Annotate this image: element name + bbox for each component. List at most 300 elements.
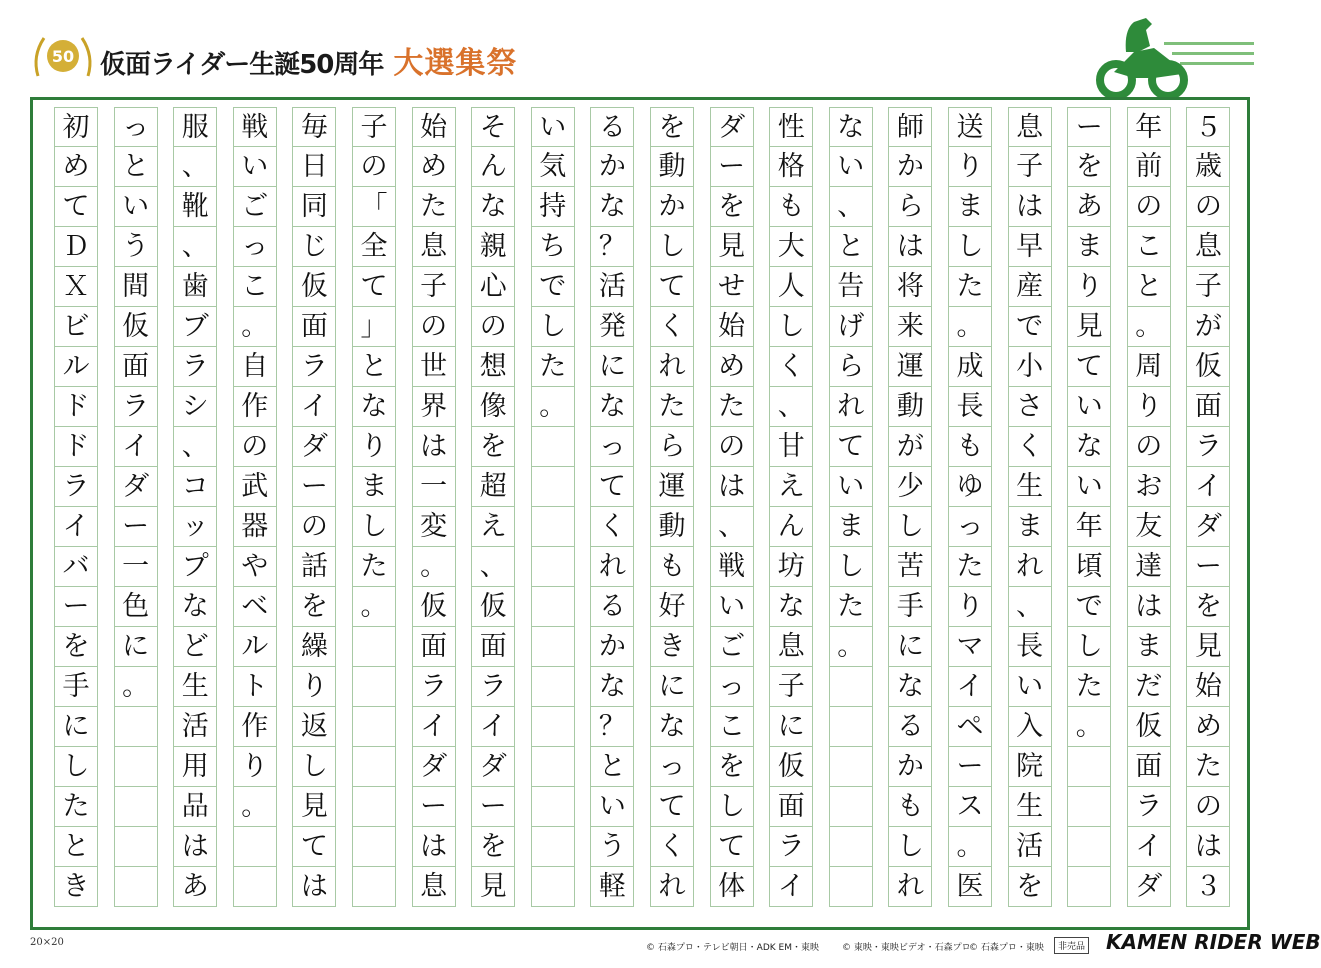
manuscript-cell: 周 [1127, 347, 1171, 387]
manuscript-column [1127, 107, 1171, 907]
manuscript-cell: だ [1127, 667, 1171, 707]
manuscript-cell: 服 [173, 107, 217, 147]
manuscript-cell: の [233, 427, 277, 467]
manuscript-column [1067, 107, 1111, 907]
manuscript-cell: て [590, 467, 634, 507]
manuscript-cell: ラ [769, 827, 813, 867]
manuscript-cell: 変 [412, 507, 456, 547]
manuscript-cell: 面 [1186, 387, 1230, 427]
manuscript-cell: た [1186, 747, 1230, 787]
manuscript-cell [829, 787, 873, 827]
manuscript-cell: 告 [829, 267, 873, 307]
manuscript-cell: ら [650, 427, 694, 467]
manuscript-cell: 仮 [412, 587, 456, 627]
manuscript-cell: の [1127, 427, 1171, 467]
manuscript-cell: 心 [471, 267, 515, 307]
manuscript-cell: 子 [412, 267, 456, 307]
manuscript-cell: っ [948, 507, 992, 547]
manuscript-cell: て [54, 187, 98, 227]
manuscript-cell: 生 [1008, 787, 1052, 827]
manuscript-cell: 戦 [710, 547, 754, 587]
manuscript-cell [531, 707, 575, 747]
manuscript-cell: 面 [769, 787, 813, 827]
manuscript-cell: に [769, 707, 813, 747]
manuscript-cell: り [292, 667, 336, 707]
manuscript-cell: は [1127, 587, 1171, 627]
manuscript-cell: い [1067, 387, 1111, 427]
manuscript-cell [829, 667, 873, 707]
manuscript-cell: め [54, 147, 98, 187]
manuscript-cell: し [292, 747, 336, 787]
manuscript-cell: し [948, 227, 992, 267]
manuscript-cell: く [769, 347, 813, 387]
manuscript-column [531, 107, 575, 907]
manuscript-cell: な [471, 187, 515, 227]
manuscript-column [650, 107, 694, 907]
manuscript-cell: っ [710, 667, 754, 707]
manuscript-cell [531, 467, 575, 507]
manuscript-cell: っ [233, 227, 277, 267]
manuscript-cell: ど [173, 627, 217, 667]
manuscript-cell: る [590, 587, 634, 627]
manuscript-cell: 像 [471, 387, 515, 427]
manuscript-cell: せ [710, 267, 754, 307]
manuscript-cell [829, 707, 873, 747]
manuscript-cell: 用 [173, 747, 217, 787]
manuscript-cell: し [650, 227, 694, 267]
manuscript-cell: 息 [769, 627, 813, 667]
manuscript-cell: 始 [412, 107, 456, 147]
manuscript-cell: ー [114, 507, 158, 547]
manuscript-cell: き [54, 867, 98, 907]
manuscript-cell: し [888, 827, 932, 867]
manuscript-cell: 仮 [114, 307, 158, 347]
manuscript-cell: ベ [233, 587, 277, 627]
manuscript-cell: な [352, 387, 396, 427]
title-main: 仮面ライダー生誕50周年 [100, 50, 384, 80]
manuscript-cell: を [1186, 587, 1230, 627]
anniversary-50th-logo-icon [30, 28, 96, 86]
manuscript-cell: い [1067, 467, 1111, 507]
manuscript-cell: ダ [292, 427, 336, 467]
manuscript-cell: ド [54, 427, 98, 467]
manuscript-cell: 動 [888, 387, 932, 427]
manuscript-cell: さ [1008, 387, 1052, 427]
manuscript-cell: て [710, 827, 754, 867]
manuscript-cell: な [829, 107, 873, 147]
manuscript-cell: 大 [769, 227, 813, 267]
manuscript-cell: て [1067, 347, 1111, 387]
manuscript-cell: い [1008, 667, 1052, 707]
manuscript-cell [352, 667, 396, 707]
manuscript-column [352, 107, 396, 907]
manuscript-column [1008, 107, 1052, 907]
manuscript-cell: り [948, 147, 992, 187]
manuscript-cell: マ [948, 627, 992, 667]
manuscript-cell: 長 [1008, 627, 1052, 667]
manuscript-cell: 仮 [471, 587, 515, 627]
manuscript-cell: が [888, 427, 932, 467]
kamen-rider-web-logo: KAMEN RIDER WEB [1106, 930, 1321, 954]
manuscript-cell: 、 [710, 507, 754, 547]
header [0, 0, 1280, 92]
manuscript-cell [114, 827, 158, 867]
manuscript-cell: イ [292, 387, 336, 427]
manuscript-cell: ー [471, 787, 515, 827]
manuscript-cell: ラ [173, 347, 217, 387]
manuscript-cell: 人 [769, 267, 813, 307]
manuscript-cell: 作 [233, 387, 277, 427]
manuscript-cell [531, 627, 575, 667]
manuscript-cell: ま [352, 467, 396, 507]
manuscript-cell: か [590, 147, 634, 187]
manuscript-cell [531, 587, 575, 627]
manuscript-cell: 自 [233, 347, 277, 387]
manuscript-cell: る [888, 707, 932, 747]
manuscript-cell: 子 [1186, 267, 1230, 307]
manuscript-cell: れ [590, 547, 634, 587]
manuscript-cell: 一 [412, 467, 456, 507]
manuscript-cell: 院 [1008, 747, 1052, 787]
manuscript-cell: 師 [888, 107, 932, 147]
manuscript-cell: 送 [948, 107, 992, 147]
manuscript-cell [1067, 747, 1111, 787]
manuscript-cell [829, 867, 873, 907]
manuscript-cell: り [233, 747, 277, 787]
manuscript-cell: い [590, 787, 634, 827]
manuscript-cell: 。 [412, 547, 456, 587]
manuscript-cell: い [531, 107, 575, 147]
manuscript-cell: を [292, 587, 336, 627]
manuscript-cell: ３ [1186, 867, 1230, 907]
manuscript-cell [233, 867, 277, 907]
manuscript-cell [352, 867, 396, 907]
manuscript-cell: 。 [352, 587, 396, 627]
manuscript-cell: 見 [471, 867, 515, 907]
manuscript-cell: 格 [769, 147, 813, 187]
manuscript-cell: ト [233, 667, 277, 707]
manuscript-cell: 作 [233, 707, 277, 747]
manuscript-cell [352, 627, 396, 667]
manuscript-cell: 前 [1127, 147, 1171, 187]
manuscript-cell: を [1067, 147, 1111, 187]
manuscript-cell: ん [769, 507, 813, 547]
manuscript-cell: な [769, 587, 813, 627]
manuscript-cell [352, 827, 396, 867]
manuscript-cell: た [948, 267, 992, 307]
manuscript-cell: で [1008, 307, 1052, 347]
manuscript-cell: た [829, 587, 873, 627]
manuscript-cell: た [948, 547, 992, 587]
not-for-sale-badge: 非売品 [1054, 937, 1089, 954]
manuscript-cell: 将 [888, 267, 932, 307]
manuscript-cell: ダ [412, 747, 456, 787]
manuscript-cell: 「 [352, 187, 396, 227]
manuscript-cell: な [590, 667, 634, 707]
manuscript-cell: 想 [471, 347, 515, 387]
manuscript-cell: ー [1067, 107, 1111, 147]
manuscript-cell: を [1008, 867, 1052, 907]
grid-size-label: 20×20 [30, 937, 64, 948]
manuscript-cell: り [1127, 387, 1171, 427]
manuscript-cell: り [352, 427, 396, 467]
manuscript-cell: 手 [54, 667, 98, 707]
copyright-3: © 石森プロ・東映 [969, 943, 1044, 953]
manuscript-cell [1067, 787, 1111, 827]
manuscript-cell: は [292, 867, 336, 907]
manuscript-cell: 。 [233, 307, 277, 347]
manuscript-cell: 息 [1008, 107, 1052, 147]
manuscript-column [769, 107, 813, 907]
manuscript-cell: し [769, 307, 813, 347]
manuscript-cell: で [1067, 587, 1111, 627]
manuscript-cell: ま [1008, 507, 1052, 547]
manuscript-cell: て [829, 427, 873, 467]
manuscript-cell: 年 [1127, 107, 1171, 147]
manuscript-cell: う [590, 827, 634, 867]
manuscript-column [829, 107, 873, 907]
manuscript-cell [1067, 867, 1111, 907]
manuscript-cell: た [710, 387, 754, 427]
manuscript-cell: た [1067, 667, 1111, 707]
manuscript-cell: め [1186, 707, 1230, 747]
manuscript-cell: の [1127, 187, 1171, 227]
manuscript-cell: イ [412, 707, 456, 747]
manuscript-cell: り [948, 587, 992, 627]
manuscript-column [471, 107, 515, 907]
manuscript-cell: ラ [1186, 427, 1230, 467]
manuscript-cell: 。 [829, 627, 873, 667]
manuscript-cell: 界 [412, 387, 456, 427]
manuscript-cell: 世 [412, 347, 456, 387]
manuscript-cell: て [352, 267, 396, 307]
manuscript-cell: 面 [114, 347, 158, 387]
manuscript-cell: 。 [948, 827, 992, 867]
manuscript-cell: 返 [292, 707, 336, 747]
manuscript-cell: シ [173, 387, 217, 427]
manuscript-cell: ビ [54, 307, 98, 347]
manuscript-cell: 武 [233, 467, 277, 507]
manuscript-cell: れ [1008, 547, 1052, 587]
manuscript-cell: 息 [1186, 227, 1230, 267]
manuscript-cell: っ [114, 107, 158, 147]
manuscript-cell: イ [1186, 467, 1230, 507]
manuscript-cell: 子 [352, 107, 396, 147]
manuscript-cell: ら [888, 187, 932, 227]
manuscript-cell: 見 [1067, 307, 1111, 347]
manuscript-column [590, 107, 634, 907]
manuscript-cell: イ [948, 667, 992, 707]
manuscript-cell: に [888, 627, 932, 667]
manuscript-cell: も [948, 427, 992, 467]
manuscript-column [233, 107, 277, 907]
manuscript-cell: の [1186, 787, 1230, 827]
manuscript-cell: ダ [1127, 867, 1171, 907]
manuscript-cell: 始 [1186, 667, 1230, 707]
manuscript-column [888, 107, 932, 907]
manuscript-cell: 、 [1008, 587, 1052, 627]
manuscript-cell: 運 [888, 347, 932, 387]
manuscript-cell: っ [590, 427, 634, 467]
manuscript-cell: ッ [173, 507, 217, 547]
manuscript-cell: ル [233, 627, 277, 667]
manuscript-cell: 坊 [769, 547, 813, 587]
manuscript-cell: や [233, 547, 277, 587]
manuscript-cell: と [114, 147, 158, 187]
manuscript-cell: ラ [412, 667, 456, 707]
manuscript-cell: ご [233, 187, 277, 227]
manuscript-cell: を [471, 427, 515, 467]
manuscript-cell: 。 [531, 387, 575, 427]
manuscript-cell: な [888, 667, 932, 707]
manuscript-cell: 繰 [292, 627, 336, 667]
manuscript-cell: げ [829, 307, 873, 347]
svg-text:50: 50 [51, 47, 75, 66]
manuscript-cell: れ [888, 867, 932, 907]
manuscript-cell: 子 [1008, 147, 1052, 187]
manuscript-cell: っ [650, 747, 694, 787]
manuscript-cell: 少 [888, 467, 932, 507]
manuscript-cell: と [1127, 267, 1171, 307]
manuscript-cell: コ [173, 467, 217, 507]
manuscript-cell: は [1008, 187, 1052, 227]
manuscript-cell: 友 [1127, 507, 1171, 547]
manuscript-cell [114, 867, 158, 907]
manuscript-cell: を [710, 187, 754, 227]
manuscript-cell: お [1127, 467, 1171, 507]
manuscript-cell: 頃 [1067, 547, 1111, 587]
manuscript-cell [531, 667, 575, 707]
manuscript-cell: 全 [352, 227, 396, 267]
manuscript-cell: ら [829, 347, 873, 387]
copyright-2: © 東映・東映ビデオ・石森プロ [842, 943, 971, 953]
manuscript-cell: ん [471, 147, 515, 187]
manuscript-cell: は [412, 427, 456, 467]
manuscript-cell: と [54, 827, 98, 867]
manuscript-cell: を [650, 107, 694, 147]
manuscript-cell [233, 827, 277, 867]
manuscript-cell: 産 [1008, 267, 1052, 307]
manuscript-cell: ル [54, 347, 98, 387]
manuscript-cell: 、 [173, 147, 217, 187]
manuscript-cell: 活 [1008, 827, 1052, 867]
manuscript-cell [531, 827, 575, 867]
manuscript-column [412, 107, 456, 907]
manuscript-cell [531, 787, 575, 827]
manuscript-cell: し [352, 507, 396, 547]
manuscript-cell: 性 [769, 107, 813, 147]
manuscript-cell: 。 [1067, 707, 1111, 747]
manuscript-cell [531, 427, 575, 467]
manuscript-cell: 」 [352, 307, 396, 347]
manuscript-cell: ラ [292, 347, 336, 387]
manuscript-cell: 色 [114, 587, 158, 627]
genkouyoushi-grid [46, 107, 1238, 915]
manuscript-cell [829, 747, 873, 787]
manuscript-cell: イ [54, 507, 98, 547]
manuscript-cell: は [710, 467, 754, 507]
manuscript-cell: は [888, 227, 932, 267]
manuscript-cell: 気 [531, 147, 575, 187]
manuscript-cell: イ [1127, 827, 1171, 867]
manuscript-cell: 。 [233, 787, 277, 827]
manuscript-cell: え [769, 467, 813, 507]
manuscript-cell: あ [173, 867, 217, 907]
manuscript-cell: 苦 [888, 547, 932, 587]
manuscript-cell: を [710, 747, 754, 787]
manuscript-cell: じ [292, 227, 336, 267]
manuscript-cell: 達 [1127, 547, 1171, 587]
manuscript-cell: い [829, 467, 873, 507]
manuscript-cell: 発 [590, 307, 634, 347]
manuscript-cell: 仮 [292, 267, 336, 307]
manuscript-cell: 面 [292, 307, 336, 347]
manuscript-cell: な [590, 387, 634, 427]
manuscript-cell: れ [650, 347, 694, 387]
manuscript-cell [114, 707, 158, 747]
manuscript-cell [352, 707, 396, 747]
manuscript-cell: 。 [948, 307, 992, 347]
manuscript-cell: の [412, 307, 456, 347]
manuscript-column [710, 107, 754, 907]
manuscript-cell: ご [710, 627, 754, 667]
manuscript-cell: し [888, 507, 932, 547]
manuscript-cell: い [233, 147, 277, 187]
manuscript-column [948, 107, 992, 907]
manuscript-cell: 医 [948, 867, 992, 907]
manuscript-cell: れ [650, 867, 694, 907]
manuscript-cell: 一 [114, 547, 158, 587]
manuscript-cell: イ [471, 707, 515, 747]
manuscript-cell: と [829, 227, 873, 267]
motorcycle-rider-icon [1094, 12, 1254, 102]
manuscript-cell: も [769, 187, 813, 227]
manuscript-cell: た [352, 547, 396, 587]
manuscript-cell: は [1186, 827, 1230, 867]
manuscript-cell: た [412, 187, 456, 227]
manuscript-cell [114, 787, 158, 827]
manuscript-cell: た [531, 347, 575, 387]
manuscript-cell: 甘 [769, 427, 813, 467]
manuscript-cell: に [590, 347, 634, 387]
manuscript-cell: て [292, 827, 336, 867]
manuscript-cell: ー [1186, 547, 1230, 587]
manuscript-cell: あ [1067, 187, 1111, 227]
manuscript-cell: ー [54, 587, 98, 627]
manuscript-cell: て [650, 267, 694, 307]
manuscript-cell: か [888, 747, 932, 787]
manuscript-cell: イ [769, 867, 813, 907]
manuscript-cell: な [173, 587, 217, 627]
manuscript-cell: ー [292, 467, 336, 507]
manuscript-cell: 面 [1127, 747, 1171, 787]
manuscript-cell: 毎 [292, 107, 336, 147]
manuscript-cell: 持 [531, 187, 575, 227]
manuscript-cell: く [590, 507, 634, 547]
manuscript-cell: 話 [292, 547, 336, 587]
manuscript-cell: 仮 [1127, 707, 1171, 747]
manuscript-cell [531, 547, 575, 587]
manuscript-cell: 動 [650, 147, 694, 187]
manuscript-cell: 器 [233, 507, 277, 547]
page-title [100, 38, 517, 82]
manuscript-cell: 仮 [1186, 347, 1230, 387]
manuscript-cell: 、 [769, 387, 813, 427]
manuscript-cell: 好 [650, 587, 694, 627]
manuscript-cell: ダ [710, 107, 754, 147]
manuscript-cell: の [1186, 187, 1230, 227]
manuscript-cell: で [531, 267, 575, 307]
